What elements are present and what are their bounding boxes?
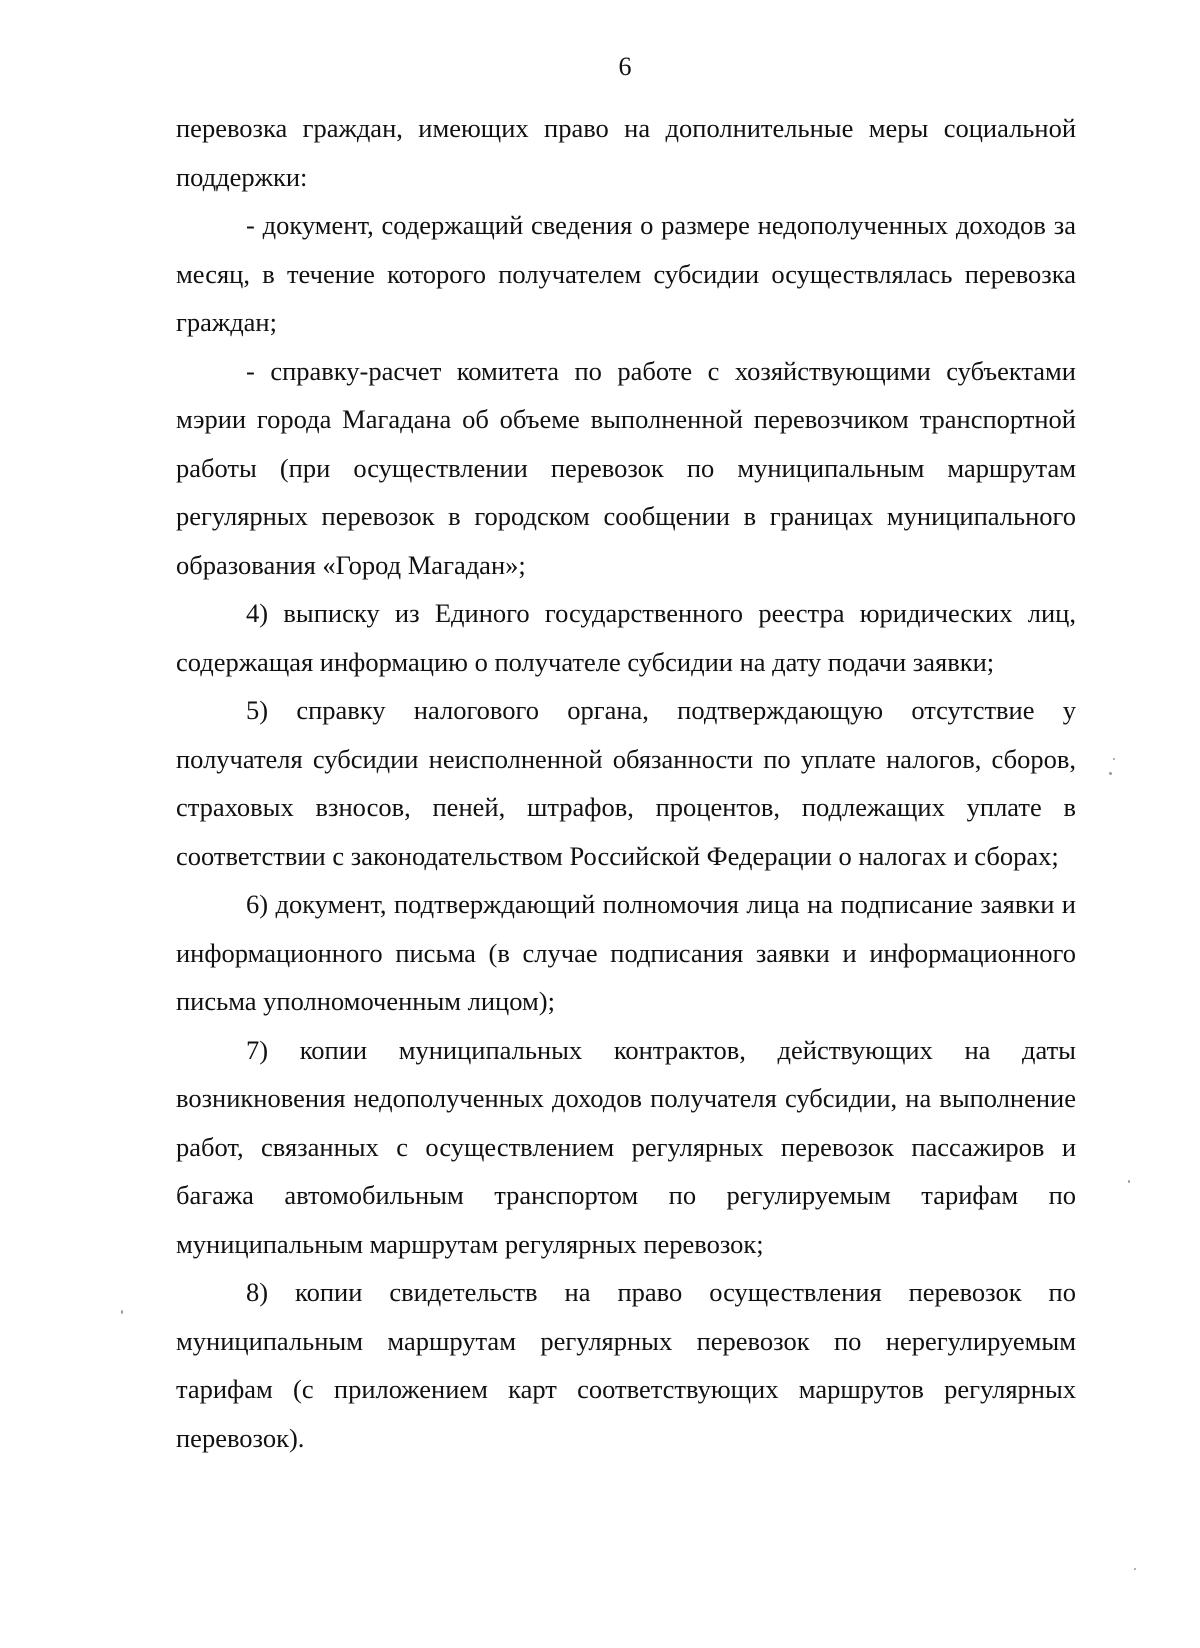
paragraph-continuation: перевозка граждан, имеющих право на дополнительные меры социальной поддержки:	[176, 113, 1076, 192]
paragraph-item-4: 4) выписку из Единого государственного реестра юридических лиц, содержащая информацию о получателе субсидии на дату подачи заявки;	[176, 598, 1076, 677]
paragraph-item-8: 8) копии свидетельств на право осуществления перевозок по муниципальным маршрутам регулярных перевозок по нерегулируемым тарифам (с приложением карт соответствующих маршрутов регулярных перевозок).	[176, 1277, 1076, 1453]
scan-speck	[121, 1310, 123, 1314]
scan-speck	[1109, 772, 1112, 775]
paragraph-certificate-item: - справку-расчет комитета по работе с хозяйствующими субъектами мэрии города Магадана об объеме выполненной перевозчиком транспортной работы (при осуществлении перевозок по муниципальным маршрутам регулярных перевозок в городском сообщении в границах муниципального образования «Город Магадан»;	[176, 355, 1076, 580]
scan-speck	[1134, 1568, 1136, 1570]
paragraph-item-6: 6) документ, подтверждающий полномочия лица на подписание заявки и информационного письма (в случае подписания заявки и информационного письма уполномоченным лицом);	[176, 889, 1076, 1016]
scan-speck	[1113, 758, 1115, 760]
paragraph-item-5: 5) справку налогового органа, подтверждающую отсутствие у получателя субсидии неисполненной обязанности по уплате налогов, сборов, страховых взносов, пеней, штрафов, процентов, подлежащих уплате в соответствии с законодательством Российской Федерации о налогах и сборах;	[176, 695, 1076, 871]
document-body	[176, 104, 1076, 1462]
paragraph-item-7: 7) копии муниципальных контрактов, действующих на даты возникновения недополученных доходов получателя субсидии, на выполнение работ, связанных с осуществлением регулярных перевозок пассажиров и багажа автомобильным транспортом по регулируемым тарифам по муниципальным маршрутам регулярных перевозок;	[176, 1034, 1076, 1259]
scan-speck	[1128, 1180, 1130, 1183]
page-number: 6	[618, 52, 632, 81]
paragraph-document-item: - документ, содержащий сведения о размере недополученных доходов за месяц, в течение которого получателем субсидии осуществлялась перевозка граждан;	[176, 210, 1076, 337]
